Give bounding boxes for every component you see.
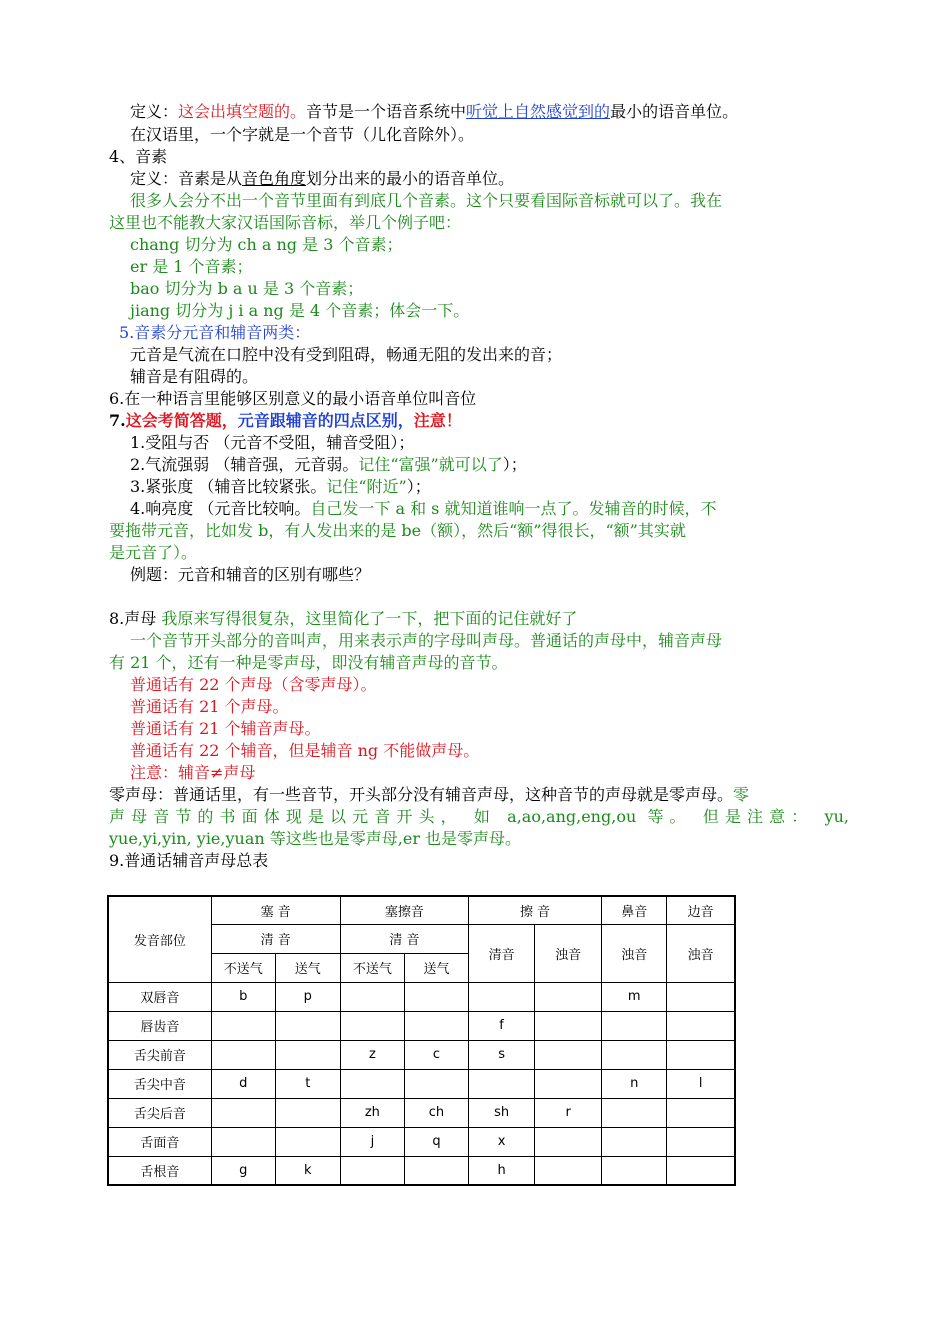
- table-cell: [535, 982, 602, 1011]
- table-cell: c: [404, 1040, 468, 1069]
- place-cell: 双唇音: [108, 982, 211, 1011]
- section-4-heading: 4、音素: [109, 147, 168, 166]
- subheader-voiced: 浊音: [602, 924, 667, 982]
- difference-2: 2.气流强弱 （辅音强，元音弱。记住“富强”就可以了）；: [130, 455, 527, 474]
- difference-1: 1.受阻与否 （元音不受阻，辅音受阻）；: [130, 433, 415, 452]
- example-jiang: jiang 切分为 j i a ng 是 4 个音素；体会一下。: [130, 301, 470, 320]
- section-5-heading: 5.音素分元音和辅音两类：: [119, 323, 311, 342]
- table-row: [108, 1069, 735, 1098]
- table-cell: [667, 1040, 735, 1069]
- table-cell: n: [602, 1069, 667, 1098]
- table-cell: [404, 982, 468, 1011]
- table-cell: l: [667, 1069, 735, 1098]
- subheader-aspirated: 送气: [275, 953, 340, 982]
- fact-22-consonants: 普通话有 22 个辅音，但是辅音 ng 不能做声母。: [130, 741, 480, 760]
- table-row: [108, 1156, 735, 1185]
- table-cell: s: [469, 1040, 535, 1069]
- definition-text: 音节是一个语音系统中: [306, 102, 467, 121]
- table-cell: [275, 1098, 340, 1127]
- initial-definition-1: 一个音节开头部分的音叫声，用来表示声的字母叫声母。普通话的声母中，辅音声母: [130, 631, 723, 650]
- place-cell: 舌面音: [108, 1127, 211, 1156]
- table-cell: [535, 1156, 602, 1185]
- syllable-definition-line: [130, 101, 738, 123]
- table-cell: f: [469, 1011, 535, 1040]
- table-row: [108, 1098, 735, 1127]
- table-cell: [340, 1069, 404, 1098]
- table-cell: p: [275, 982, 340, 1011]
- table-cell: zh: [340, 1098, 404, 1127]
- table-cell: [469, 1069, 535, 1098]
- table-cell: [340, 1011, 404, 1040]
- place-cell: 舌尖后音: [108, 1098, 211, 1127]
- place-cell: 唇齿音: [108, 1011, 211, 1040]
- example-bao: bao 切分为 b a u 是 3 个音素；: [130, 279, 364, 298]
- table-cell: [275, 1040, 340, 1069]
- table-cell: [667, 1098, 735, 1127]
- difference-4-continued-1: 要拖带元音，比如发 b，有人发出来的是 be（额），然后“额”得很长，“额”其实就: [109, 521, 686, 540]
- example-chang: chang 切分为 ch a ng 是 3 个音素；: [130, 235, 403, 254]
- zero-initial-line-2: 声母音节的书面体现是以元音开头， 如 a,ao,ang,eng,ou 等。 但是注意： yu,: [109, 807, 849, 826]
- table-cell: b: [211, 982, 275, 1011]
- difference-4: 4.响亮度 （元音比较响。自己发一下 a 和 s 就知道谁响一点了。发辅音的时候，不: [130, 499, 717, 518]
- table-cell: [404, 1069, 468, 1098]
- subheader-voiceless: 清音: [469, 924, 535, 982]
- table-row: [108, 1011, 735, 1040]
- header-lateral: 边音: [667, 896, 735, 924]
- consonant-initials-table: [107, 895, 736, 1186]
- table-cell: [535, 1069, 602, 1098]
- table-cell: t: [275, 1069, 340, 1098]
- table-cell: [469, 982, 535, 1011]
- place-cell: 舌根音: [108, 1156, 211, 1185]
- table-cell: [602, 1156, 667, 1185]
- table-row: [108, 1127, 735, 1156]
- phoneme-note-line-1: 很多人会分不出一个音节里面有到底几个音素。这个只要看国际音标就可以了。我在: [130, 191, 723, 210]
- table-cell: d: [211, 1069, 275, 1098]
- chinese-syllable-line: 在汉语里，一个字就是一个音节（儿化音除外）。: [130, 125, 475, 144]
- table-cell: [602, 1040, 667, 1069]
- table-cell: q: [404, 1127, 468, 1156]
- definition-text-end: 最小的语音单位。: [610, 102, 739, 121]
- table-cell: x: [469, 1127, 535, 1156]
- underlined-link-text[interactable]: 听觉上自然感觉到的: [466, 102, 611, 121]
- table-cell: [211, 1040, 275, 1069]
- initial-definition-2: 有 21 个，还有一种是零声母，即没有辅音声母的音节。: [109, 653, 508, 672]
- table-cell: m: [602, 982, 667, 1011]
- header-affricate: 塞擦音: [340, 896, 468, 924]
- table-cell: j: [340, 1127, 404, 1156]
- header-fricative: 擦 音: [469, 896, 602, 924]
- table-cell: k: [275, 1156, 340, 1185]
- subheader-aspirated: 送气: [404, 953, 468, 982]
- table-row: [108, 982, 735, 1011]
- timbre-angle-text: 音色角度: [242, 169, 307, 188]
- subheader-unaspirated: 不送气: [211, 953, 275, 982]
- phoneme-note-line-2: 这里也不能教大家汉语国际音标，举几个例子吧：: [109, 213, 462, 232]
- subheader-unaspirated: 不送气: [340, 953, 404, 982]
- attention-note: 注意：辅音≠声母: [130, 763, 256, 782]
- difference-3: 3.紧张度 （辅音比较紧张。记住“附近”）；: [130, 477, 431, 496]
- difference-4-continued-2: 是元音了）。: [109, 543, 198, 562]
- table-cell: [211, 1127, 275, 1156]
- subheader-voiceless: 清 音: [340, 924, 468, 953]
- table-cell: [275, 1127, 340, 1156]
- table-cell: [404, 1011, 468, 1040]
- table-cell: [602, 1127, 667, 1156]
- table-cell: [602, 1011, 667, 1040]
- table-cell: [275, 1011, 340, 1040]
- table-cell: [404, 1156, 468, 1185]
- consonant-definition: 辅音是有阻碍的。: [130, 367, 259, 386]
- table-cell: [667, 1156, 735, 1185]
- table-cell: sh: [469, 1098, 535, 1127]
- section-6-line: 6.在一种语言里能够区别意义的最小语音单位叫音位: [109, 389, 477, 408]
- section-8-heading: 8.声母 我原来写得很复杂，这里简化了一下，把下面的记住就好了: [109, 609, 578, 628]
- vowel-definition: 元音是气流在口腔中没有受到阻碍，畅通无阻的发出来的音；: [130, 345, 563, 364]
- example-er: er 是 1 个音素；: [130, 257, 253, 276]
- subheader-voiceless: 清 音: [211, 924, 340, 953]
- place-cell: 舌尖前音: [108, 1040, 211, 1069]
- fact-22-initials: 普通话有 22 个声母（含零声母）。: [130, 675, 377, 694]
- table-cell: [602, 1098, 667, 1127]
- table-row: [108, 1040, 735, 1069]
- phoneme-definition-line: 定义：音素是从音色角度划分出来的最小的语音单位。: [130, 169, 515, 188]
- header-plosive: 塞 音: [211, 896, 340, 924]
- table-corner-header: 发音部位: [108, 896, 211, 982]
- table-cell: [667, 1011, 735, 1040]
- table-cell: [211, 1011, 275, 1040]
- table-cell: r: [535, 1098, 602, 1127]
- fact-21-initials: 普通话有 21 个声母。: [130, 697, 289, 716]
- fact-21-consonant-initials: 普通话有 21 个辅音声母。: [130, 719, 321, 738]
- table-cell: [340, 1156, 404, 1185]
- table-cell: [667, 982, 735, 1011]
- subheader-voiced: 浊音: [667, 924, 735, 982]
- table-cell: h: [469, 1156, 535, 1185]
- table-cell: [211, 1098, 275, 1127]
- section-7-heading: 7.这会考简答题，元音跟辅音的四点区别，注意！: [109, 411, 462, 430]
- table-cell: z: [340, 1040, 404, 1069]
- definition-label: 定义：: [130, 102, 179, 121]
- table-cell: [535, 1040, 602, 1069]
- zero-initial-line-3: yue,yi,yin, yie,yuan 等这些也是零声母,er 也是零声母。: [109, 829, 522, 848]
- subheader-voiced: 浊音: [535, 924, 602, 982]
- table-cell: [535, 1127, 602, 1156]
- table-cell: g: [211, 1156, 275, 1185]
- exam-note: 这会出填空题的。: [178, 102, 307, 121]
- table-cell: [340, 982, 404, 1011]
- header-nasal: 鼻音: [602, 896, 667, 924]
- table-cell: [535, 1011, 602, 1040]
- example-question: 例题：元音和辅音的区别有哪些？: [130, 565, 371, 584]
- section-9-heading: 9.普通话辅音声母总表: [109, 851, 269, 870]
- place-cell: 舌尖中音: [108, 1069, 211, 1098]
- zero-initial-line-1: 零声母：普通话里，有一些音节，开头部分没有辅音声母，这种音节的声母就是零声母。零: [109, 785, 750, 804]
- table-cell: ch: [404, 1098, 468, 1127]
- table-cell: [667, 1127, 735, 1156]
